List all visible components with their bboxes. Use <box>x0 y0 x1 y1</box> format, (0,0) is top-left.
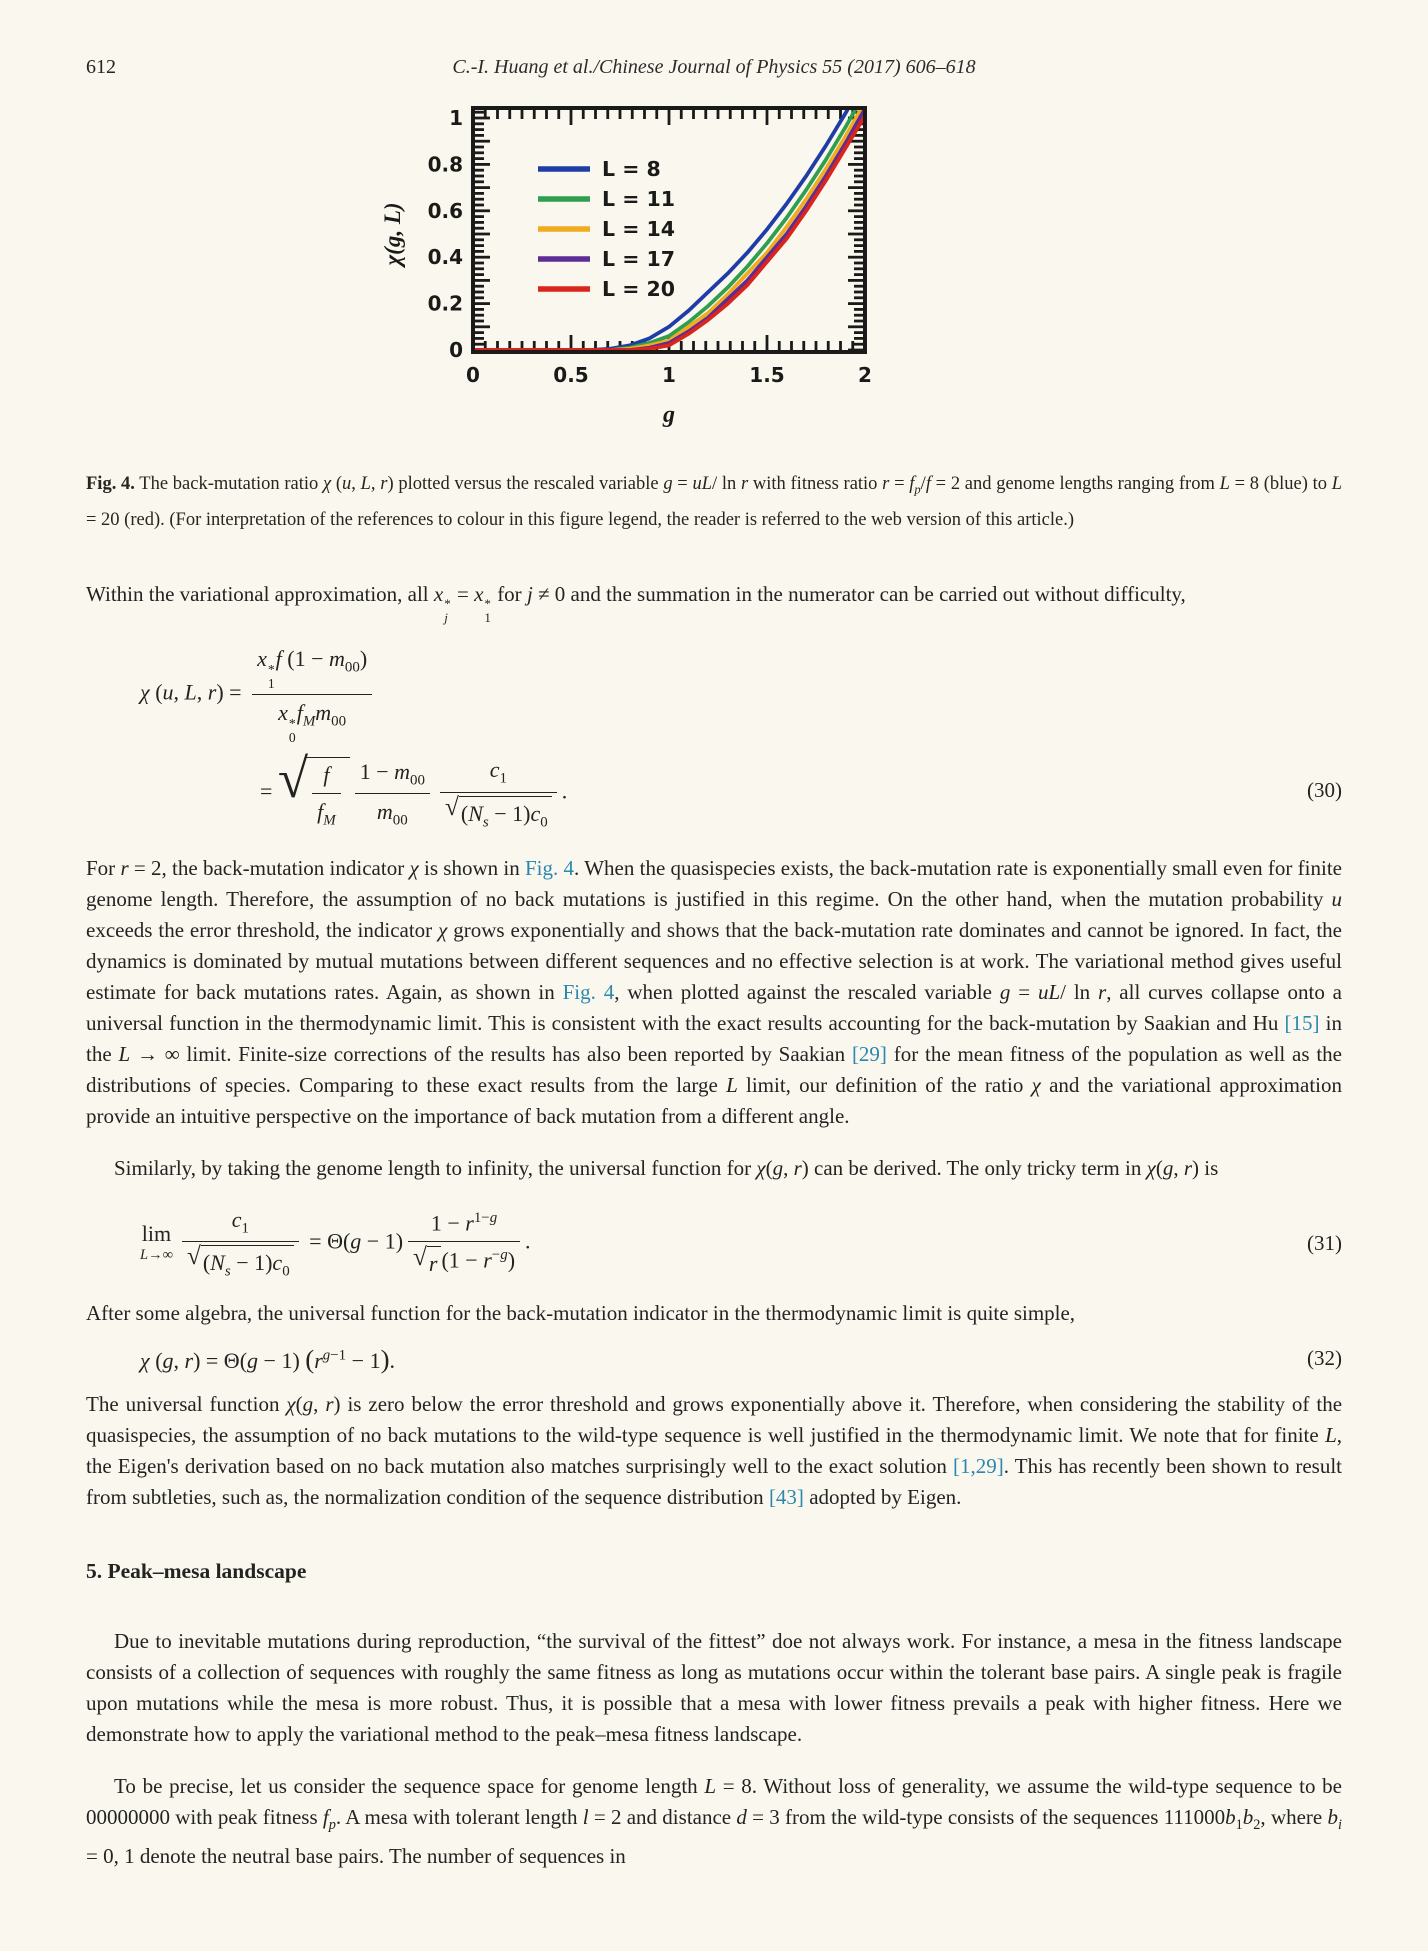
page-header <box>86 56 1342 86</box>
legend-label: L = 17 <box>602 247 676 271</box>
equation-30-line1: χ (u, L, r) = x * 1 f $(1 - m_{00})$ x * 0 $f_Mm_{00}$ <box>140 644 1297 745</box>
equation-30 <box>86 640 1342 836</box>
figure-4 <box>378 100 888 443</box>
x-tick-label: 0 <box>466 363 480 387</box>
equation-30-line2: = √ $\frac{f}{f_M}$ $\frac{1 - m_{00}}{m_{00}}$ $c_1$ √ $(N_s - 1)c_0$ . <box>260 755 1297 832</box>
citation-link[interactable]: Fig. 4 <box>525 855 575 880</box>
x-tick-label: 1 <box>662 363 676 387</box>
figure4-chart <box>378 100 888 438</box>
x-tick-label: 2 <box>858 363 872 387</box>
figure4-caption-label: Fig. 4. <box>86 474 135 494</box>
equation-31-number: (31) <box>1307 1230 1342 1255</box>
y-tick-label: 0.4 <box>427 245 463 270</box>
y-tick-label: 0.2 <box>427 291 463 316</box>
paragraph-mesa-precise: To be precise, let us consider the sequence space for genome length L = 8. Without loss of generality, we assume the wild-type sequence to be 00000000 with peak fitness $f_p$. A mesa with tolerant length l = 2 and distance d = 3 from the wild-type consists of the sequences $111000b_1b_2$, where $b_i = 0$, 1 denote the neutral base pairs. The number of sequences in <box>86 1773 1342 1869</box>
legend-label: L = 8 <box>602 157 661 181</box>
y-axis-title: χ(g, L) <box>380 202 405 266</box>
journal-running-title: C.-I. Huang et al./Chinese Journal of Physics 55 (2017) 606–618 <box>452 56 976 78</box>
citation-link[interactable]: Fig. 4 <box>562 979 615 1004</box>
equation-30-body <box>86 640 1297 836</box>
citation-link[interactable]: [1,29] <box>953 1453 1004 1478</box>
citation-link[interactable]: [29] <box>851 1041 887 1066</box>
y-tick-label: 0 <box>449 338 463 362</box>
paragraph-universal-function: The universal function χ(g, r) is zero below the error threshold and grows exponentially above it. Therefore, when considering the stability of the quasispecies, the assumption of no back mutations to the wild-type sequence is well justified in the thermodynamic limit. We note that for finite L, the Eigen's derivation based on no back mutation also matches surprisingly well to the exact solution [1,29]. This has recently been shown to result from subtleties, such as, the normalization condition of the sequence distribution [43] adopted by Eigen. <box>86 1391 1343 1509</box>
legend-label: L = 20 <box>602 277 676 301</box>
section-5-heading: 5. Peak–mesa landscape <box>86 1558 307 1583</box>
figure4-caption <box>86 469 1342 535</box>
equation-31-body: lim L→∞ $c_1$ √ $(N_s - 1)c_0$ = Θ(g − 1) $1 - r^{1-g}$ √ r $(1 - r^{-g})$ . <box>86 1205 1297 1282</box>
y-tick-label: 1 <box>449 106 463 130</box>
equation-32 <box>86 1341 1342 1377</box>
legend <box>538 157 675 301</box>
paragraph-mesa-intro: Due to inevitable mutations during reproduction, “the survival of the fittest” doe not always work. For instance, a mesa in the fitness landscape consists of a collection of sequences with roughly the same fitness as long as mutations occur within the tolerant base pairs. A single peak is fragile upon mutations while the mesa is more robust. Thus, it is possible that a mesa with lower fitness prevails a peak with higher fitness. Here we demonstrate how to apply the variational method to the peak–mesa fitness landscape. <box>86 1628 1342 1746</box>
x-tick-label: 0.5 <box>553 363 589 387</box>
citation-link[interactable]: [15] <box>1284 1010 1320 1035</box>
equation-32-number: (32) <box>1307 1346 1342 1371</box>
paragraph-discussion-fig4: For r = 2, the back-mutation indicator χ is shown in Fig. 4. When the quasispecies exists, the back-mutation rate is exponentially small even for finite genome length. Therefore, the assumption of no back mutations is justified in this regime. On the other hand, when the mutation probability u exceeds the error threshold, the indicator χ grows exponentially and shows that the back-mutation rate dominates and cannot be ignored. In fact, the dynamics is dominated by mutual mutations between different sequences and no effective selection is at work. The variational method gives useful estimate for back mutations rates. Again, as shown in Fig. 4, when plotted against the rescaled variable g = uL/ ln r, all curves collapse onto a universal function in the thermodynamic limit. This is consistent with the exact results accounting for the back-mutation by Saakian and Hu [15] in the L → ∞ limit. Finite-size corrections of the results has also been reported by Saakian [29] for the mean fitness of the population as well as the distributions of species. Comparing to these exact results from the large L limit, our definition of the ratio χ and the variational approximation provide an intuitive perspective on the importance of back mutation from a different angle. <box>86 855 1343 1128</box>
equation-30-number: (30) <box>1307 777 1342 802</box>
equation-32-body: χ (g, r) = Θ(g − 1) $(r^{g-1} - 1)$. <box>140 1343 396 1374</box>
citation-link[interactable]: [43] <box>768 1484 804 1509</box>
page-number: 612 <box>86 56 116 78</box>
legend-label: L = 14 <box>602 217 676 241</box>
y-tick-label: 0.8 <box>427 152 463 177</box>
paragraph-intro: Within the variational approximation, all x * j = x * 1 for j ≠ 0 and the summation in the numerator can be carried out without difficulty, <box>86 581 1186 625</box>
paragraph-similarly: Similarly, by taking the genome length to infinity, the universal function for χ(g, r) can be derived. The only tricky term in χ(g, r) is <box>114 1155 1219 1180</box>
y-tick-label: 0.6 <box>427 198 463 223</box>
x-axis-title: g <box>663 402 675 428</box>
x-tick-label: 1.5 <box>749 363 785 387</box>
figure4-caption-text: The back-mutation ratio χ (u, L, r) plotted versus the rescaled variable g = uL/ ln r with fitness ratio $r = f_p/f = 2$ and genome lengths ranging from L = 8 (blue) to L = 20 (red). (For interpretation of the references to colour in this figure legend, the reader is referred to the web version of this article.) <box>86 474 1343 530</box>
paragraph-after-algebra: After some algebra, the universal function for the back-mutation indicator in the thermodynamic limit is quite simple, <box>86 1300 1076 1325</box>
equation-31 <box>86 1205 1342 1282</box>
legend-label: L = 11 <box>602 187 676 211</box>
